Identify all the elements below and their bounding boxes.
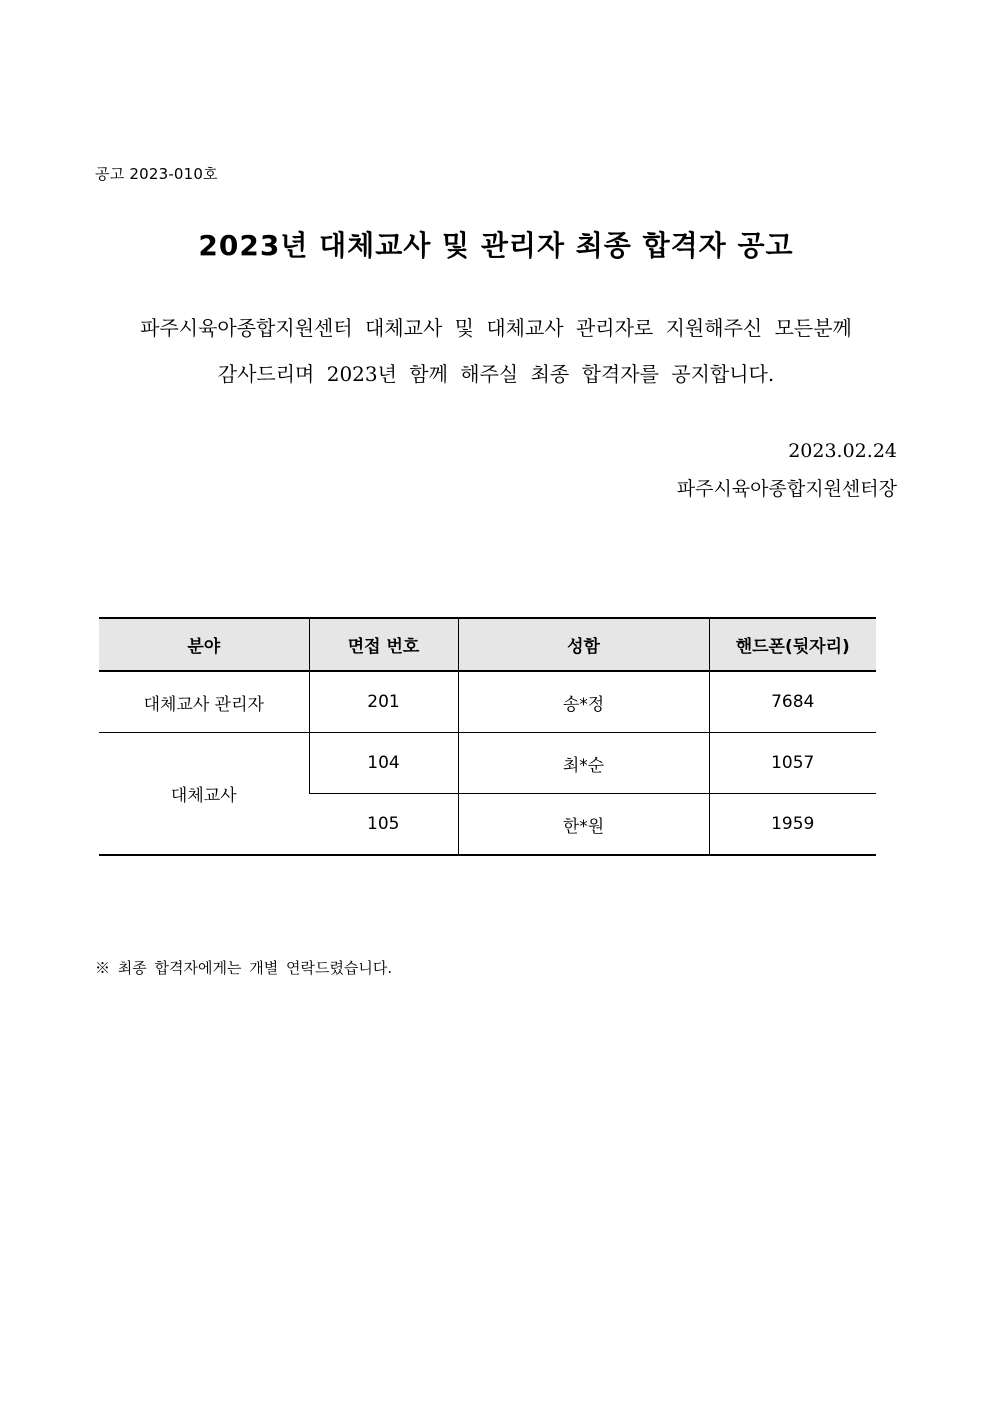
field-cell: 대체교사	[99, 733, 309, 856]
table-row	[99, 671, 876, 733]
table-header-row	[99, 618, 876, 671]
field-cell: 대체교사 관리자	[99, 671, 309, 733]
body-text-line-2: 감사드리며 2023년 함께 해주실 최종 합격자를 공지합니다.	[217, 362, 775, 386]
issuer-organization: 파주시육아종합지원센터장	[676, 478, 897, 500]
notice-number: 공고 2023-010호	[95, 165, 218, 183]
name-cell: 최*순	[458, 733, 709, 794]
results-table	[99, 617, 876, 856]
header-name: 성함	[458, 618, 709, 671]
footnote: ※ 최종 합격자에게는 개별 연락드렸습니다.	[95, 959, 393, 977]
page-title: 2023년 대체교사 및 관리자 최종 합격자 공고	[198, 229, 794, 262]
body-text-line-1: 파주시육아종합지원센터 대체교사 및 대체교사 관리자로 지원해주신 모든분께	[140, 316, 852, 340]
header-phone: 핸드폰(뒷자리)	[709, 618, 876, 671]
phone-cell: 1057	[709, 733, 876, 794]
header-interview-number: 면접 번호	[309, 618, 458, 671]
interview-number-cell: 105	[309, 794, 458, 856]
interview-number-cell: 104	[309, 733, 458, 794]
interview-number-cell: 201	[309, 671, 458, 733]
name-cell: 한*원	[458, 794, 709, 856]
table-row	[99, 733, 876, 794]
phone-cell: 7684	[709, 671, 876, 733]
announcement-date: 2023.02.24	[788, 440, 897, 462]
phone-cell: 1959	[709, 794, 876, 856]
header-field: 분야	[99, 618, 309, 671]
name-cell: 송*정	[458, 671, 709, 733]
